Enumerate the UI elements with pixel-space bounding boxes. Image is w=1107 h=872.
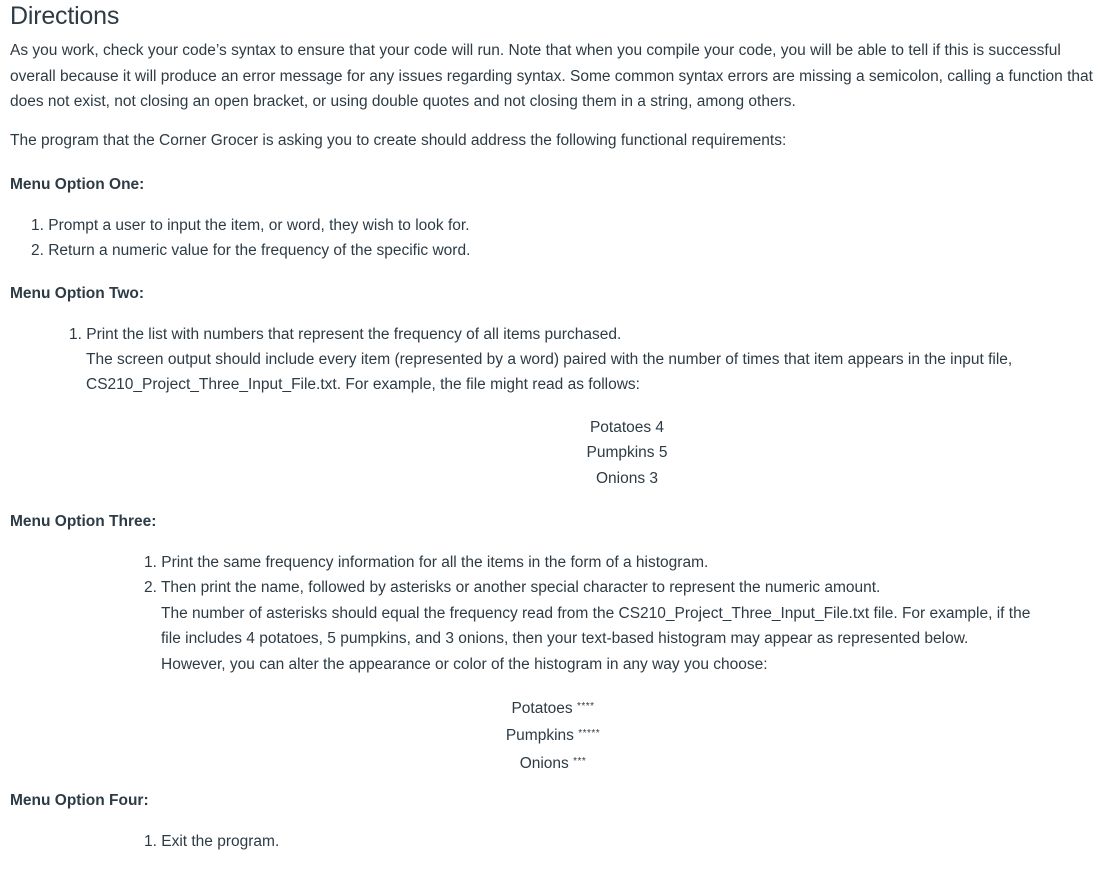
menu-three-heading: Menu Option Three: [10, 513, 157, 530]
menu-three-detail-line: file includes 4 potatoes, 5 pumpkins, and 3 onions, then your text-based histogram may appear as represented below. [161, 630, 969, 648]
menu-two-detail-line: The screen output should include every item (represented by a word) paired with the number of times that item appears in the input file, [86, 351, 1013, 368]
intro-paragraph: As you work, check your code’s syntax to ensure that your code will run. Note that when you compile your code, you will be able to tell if this is successful overall because it will produce an error message for any issues regarding syntax. Some common syntax errors are missing a semicolon, calling a function that does not exist, not closing an open bracket, or using double quotes and not closing them in a string, among others. [10, 42, 1093, 110]
menu-four-list [144, 829, 279, 854]
example-line: Onions 3 [595, 469, 659, 487]
histogram-row [453, 749, 653, 776]
list-item: 2. Return a numeric value for the frequency of the specific word. [31, 242, 471, 260]
menu-three-detail [161, 601, 1030, 677]
menu-one-list [31, 213, 470, 264]
list-item: 2. Then print the name, followed by asterisks or another special character to represent the numeric amount. [144, 579, 881, 597]
list-item: 1. Print the list with numbers that represent the frequency of all items purchased. [69, 326, 622, 343]
histogram-stars: *** [573, 755, 587, 767]
menu-two-list [69, 322, 621, 347]
menu-three-list [144, 550, 880, 601]
histogram-stars: ***** [578, 728, 601, 740]
histogram-example [453, 694, 653, 776]
list-item: 1. Print the same frequency information for all the items in the form of a histogram. [144, 554, 709, 571]
menu-two-detail-line: CS210_Project_Three_Input_File.txt. For example, the file might read as follows: [86, 376, 640, 394]
menu-two-heading: Menu Option Two: [10, 285, 145, 302]
menu-one-heading: Menu Option One: [10, 176, 145, 193]
histogram-stars: **** [576, 701, 595, 712]
page-title: Directions [10, 2, 120, 30]
example-line: Pumpkins 5 [586, 444, 668, 462]
histogram-row [453, 721, 653, 748]
histogram-item-name: Onions [519, 754, 569, 772]
list-item: 1. Prompt a user to input the item, or word, they wish to look for. [31, 217, 470, 234]
menu-three-detail-line: The number of asterisks should equal the frequency read from the CS210_Project_Three_Input_File.txt file. For example, if the [161, 605, 1031, 622]
histogram-item-name: Potatoes [511, 700, 573, 717]
example-line: Potatoes 4 [589, 419, 665, 436]
list-item: 1. Exit the program. [144, 833, 280, 850]
menu-three-detail-line: However, you can alter the appearance or color of the histogram in any way you choose: [161, 655, 768, 673]
menu-two-detail [86, 347, 1012, 398]
histogram-row [453, 694, 653, 721]
menu-four-heading: Menu Option Four: [10, 792, 149, 809]
requirements-intro: The program that the Corner Grocer is asking you to create should address the following functional requirements: [10, 132, 787, 149]
menu-two-example [527, 415, 727, 491]
histogram-item-name: Pumpkins [505, 727, 574, 745]
